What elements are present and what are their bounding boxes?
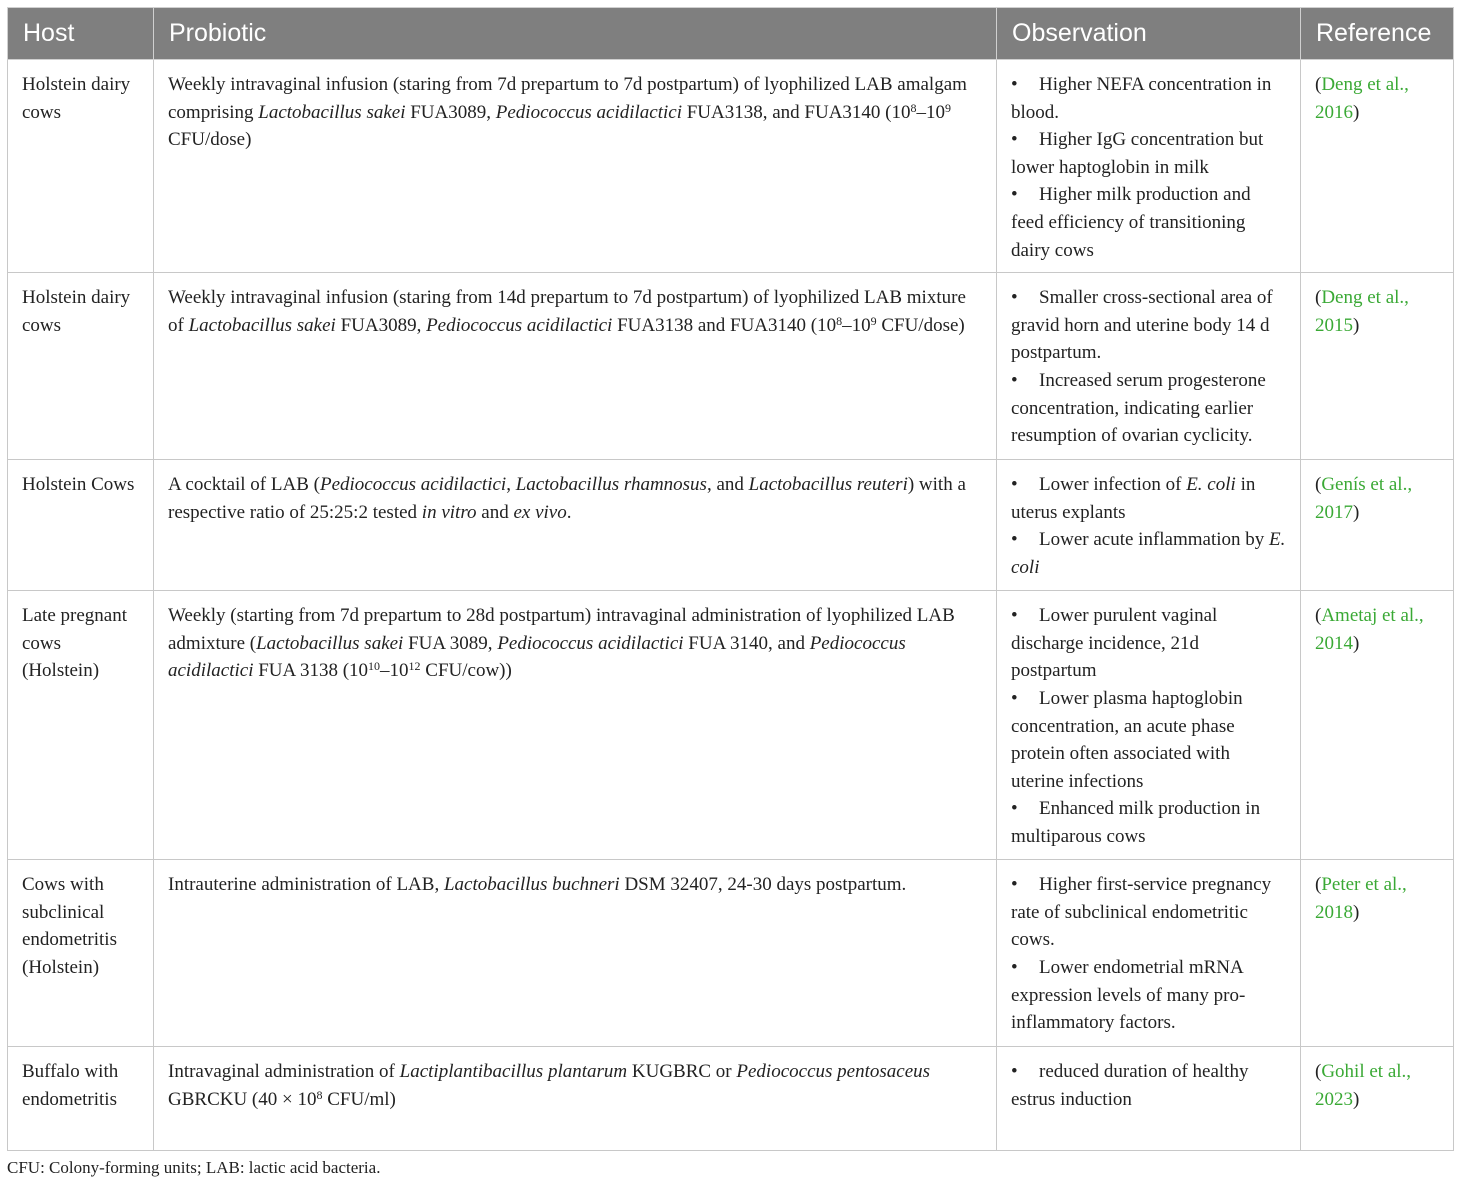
- table-footnote: CFU: Colony-forming units; LAB: lactic acid bacteria.: [7, 1158, 381, 1177]
- cell-host: Holstein dairy cows: [8, 273, 154, 460]
- text-run: Weekly intravaginal infusion (staring from 7d prepartum to 7d postpartum) of lyophilized LAB amalgam comprising: [168, 74, 967, 123]
- cell-observation: [997, 1047, 1301, 1151]
- text-run: DSM 32407, 24-30 days postpartum.: [619, 874, 907, 896]
- table-header-row: [8, 8, 1454, 60]
- italic-text: Lactobacillus sakei: [256, 632, 404, 654]
- text-run: Higher NEFA concentration in blood.: [1011, 74, 1272, 123]
- text-run: Smaller cross-sectional area of gravid horn and uterine body 14 d postpartum.: [1011, 287, 1273, 364]
- table-row: [8, 1047, 1454, 1151]
- reference-close-paren: ): [1353, 101, 1360, 123]
- cell-reference: [1301, 860, 1454, 1047]
- observation-item: [1011, 602, 1286, 685]
- text-run: ,: [506, 474, 516, 496]
- text-run: Higher first-service pregnancy rate of subclinical endometritic cows.: [1011, 874, 1272, 951]
- text-run: A cocktail of LAB (: [168, 474, 320, 496]
- cell-host: Cows with subclinical endometritis (Holstein): [8, 860, 154, 1047]
- text-run: Weekly (starting from 7d prepartum to 28d postpartum) intravaginal administration of lyophilized LAB admixture (: [168, 605, 955, 654]
- header-host: Host: [8, 8, 154, 60]
- text-run: FUA3138, and FUA3140 (10: [681, 101, 911, 123]
- cell-probiotic: [154, 1047, 997, 1151]
- text-run: Weekly intravaginal infusion (staring from 14d prepartum to 7d postpartum) of lyophilized LAB mixture of: [168, 287, 966, 336]
- observation-item: [1011, 367, 1286, 450]
- observation-item: [1011, 795, 1286, 850]
- cell-probiotic: [154, 591, 997, 860]
- text-run: CFU/dose): [168, 129, 252, 151]
- observation-item: [1011, 954, 1286, 1037]
- text-run: Lower infection of: [1039, 474, 1187, 496]
- italic-text: Lactobacillus sakei: [258, 101, 406, 123]
- cell-host: Late pregnant cows (Holstein): [8, 591, 154, 860]
- italic-text: Pediococcus pentosaceus: [736, 1061, 931, 1083]
- reference-link[interactable]: Gohil et al., 2023: [1315, 1061, 1412, 1110]
- text-run: reduced duration of healthy estrus induction: [1011, 1061, 1249, 1110]
- text-run: , and: [706, 474, 749, 496]
- reference-link[interactable]: Deng et al., 2016: [1315, 74, 1409, 123]
- superscript-text: 8: [836, 313, 843, 328]
- observation-list: [1011, 471, 1286, 581]
- reference-link[interactable]: Ametaj et al., 2014: [1315, 605, 1424, 654]
- header-reference: Reference: [1301, 8, 1454, 60]
- italic-text: Pediococcus acidilactici: [168, 632, 906, 682]
- reference-open-paren: (: [1315, 605, 1322, 627]
- italic-text: in vitro: [421, 501, 477, 523]
- cell-probiotic: [154, 460, 997, 591]
- superscript-text: 9: [870, 313, 877, 328]
- cell-reference: [1301, 273, 1454, 460]
- cell-reference: [1301, 1047, 1454, 1151]
- reference-open-paren: (: [1315, 474, 1322, 496]
- reference-open-paren: (: [1315, 1061, 1322, 1083]
- text-run: CFU/ml): [322, 1088, 396, 1110]
- reference-close-paren: ): [1353, 1088, 1360, 1110]
- reference-close-paren: ): [1353, 901, 1360, 923]
- observation-item: [1011, 871, 1286, 954]
- observation-item: [1011, 126, 1286, 181]
- italic-text: Lactobacillus sakei: [188, 314, 336, 336]
- cell-host: Holstein Cows: [8, 460, 154, 591]
- reference-close-paren: ): [1353, 632, 1360, 654]
- cell-reference: [1301, 460, 1454, 591]
- text-run: GBRCKU (40 × 10: [168, 1088, 317, 1110]
- cell-observation: [997, 591, 1301, 860]
- observation-item: [1011, 71, 1286, 126]
- table-row: [8, 860, 1454, 1047]
- italic-text: Pediococcus acidilactici: [319, 474, 507, 496]
- italic-text: Lactobacillus reuteri: [748, 474, 908, 496]
- italic-text: E. coli: [1011, 529, 1286, 578]
- reference-open-paren: (: [1315, 287, 1322, 309]
- superscript-text: 9: [945, 100, 952, 115]
- italic-text: ex vivo: [513, 501, 567, 523]
- observation-item: [1011, 181, 1286, 264]
- cell-host: Holstein dairy cows: [8, 60, 154, 273]
- cell-probiotic: [154, 60, 997, 273]
- reference-close-paren: ): [1353, 501, 1360, 523]
- text-run: .: [566, 501, 572, 523]
- italic-text: Pediococcus acidilactici: [426, 314, 613, 336]
- cell-probiotic: [154, 860, 997, 1047]
- text-run: Intravaginal administration of: [168, 1061, 400, 1083]
- text-run: ) with a respective ratio of 25:25:2 tested: [168, 474, 966, 523]
- text-run: Higher milk production and feed efficiency of transitioning dairy cows: [1011, 184, 1251, 261]
- observation-item: [1011, 471, 1286, 526]
- cell-host: Buffalo with endometritis: [8, 1047, 154, 1151]
- text-run: Increased serum progesterone concentration, indicating earlier resumption of ovarian cyclicity.: [1011, 369, 1266, 447]
- text-run: FUA 3138 (10: [253, 660, 369, 682]
- cell-observation: [997, 60, 1301, 273]
- superscript-text: 8: [910, 100, 917, 115]
- italic-text: Lactobacillus rhamnosus: [515, 474, 707, 496]
- observation-list: [1011, 602, 1286, 850]
- probiotics-table: [7, 7, 1454, 1151]
- observation-item: [1011, 526, 1286, 581]
- text-run: FUA3089,: [405, 101, 496, 123]
- table-row: [8, 60, 1454, 273]
- table-row: [8, 591, 1454, 860]
- reference-close-paren: ): [1353, 314, 1360, 336]
- italic-text: Pediococcus acidilactici: [495, 101, 682, 123]
- italic-text: Pediococcus acidilactici: [497, 632, 684, 654]
- text-run: –10: [916, 101, 946, 123]
- cell-reference: [1301, 591, 1454, 860]
- observation-list: [1011, 1058, 1286, 1113]
- text-run: Higher IgG concentration but lower haptoglobin in milk: [1011, 129, 1264, 178]
- superscript-text: 8: [316, 1087, 323, 1102]
- italic-text: Lactobacillus buchneri: [443, 874, 620, 896]
- text-run: KUGBRC or: [627, 1061, 737, 1083]
- text-run: Enhanced milk production in multiparous cows: [1011, 798, 1261, 847]
- text-run: Lower endometrial mRNA expression levels of many pro-inflammatory factors.: [1011, 956, 1246, 1034]
- reference-open-paren: (: [1315, 874, 1322, 896]
- text-run: FUA3138 and FUA3140 (10: [612, 314, 837, 336]
- observation-item: [1011, 1058, 1286, 1113]
- text-run: CFU/cow)): [420, 660, 512, 682]
- text-run: FUA 3140, and: [683, 632, 810, 654]
- text-run: –10: [842, 314, 871, 336]
- text-run: Intrauterine administration of LAB,: [168, 874, 444, 896]
- text-run: Lower plasma haptoglobin concentration, an acute phase protein often associated with uterine infections: [1011, 687, 1243, 792]
- cell-observation: [997, 273, 1301, 460]
- table-row: [8, 460, 1454, 591]
- cell-observation: [997, 860, 1301, 1047]
- reference-open-paren: (: [1315, 74, 1322, 95]
- text-run: FUA 3089,: [403, 632, 498, 654]
- cell-observation: [997, 460, 1301, 591]
- text-run: Lower purulent vaginal discharge incidence, 21d postpartum: [1011, 605, 1218, 682]
- text-run: –10: [380, 660, 409, 682]
- text-run: in uterus explants: [1011, 474, 1256, 523]
- table-row: [8, 273, 1454, 460]
- header-probiotic: Probiotic: [154, 8, 997, 60]
- table-body: [8, 60, 1454, 1151]
- reference-link[interactable]: Peter et al., 2018: [1315, 874, 1407, 923]
- text-run: FUA3089,: [335, 314, 427, 336]
- cell-reference: [1301, 60, 1454, 273]
- observation-list: [1011, 71, 1286, 264]
- observation-list: [1011, 284, 1286, 450]
- text-run: Lower acute inflammation by: [1039, 529, 1270, 551]
- reference-link[interactable]: Deng et al., 2015: [1315, 287, 1409, 336]
- observation-item: [1011, 284, 1286, 367]
- italic-text: Lactiplantibacillus plantarum: [399, 1061, 628, 1083]
- cell-probiotic: [154, 273, 997, 460]
- italic-text: E. coli: [1186, 474, 1236, 496]
- header-observation: Observation: [997, 8, 1301, 60]
- text-run: and: [476, 501, 514, 523]
- text-run: CFU/dose): [876, 314, 965, 336]
- superscript-text: 12: [408, 659, 421, 674]
- observation-item: [1011, 685, 1286, 795]
- reference-link[interactable]: Genís et al., 2017: [1315, 474, 1413, 523]
- superscript-text: 10: [368, 659, 381, 674]
- observation-list: [1011, 871, 1286, 1037]
